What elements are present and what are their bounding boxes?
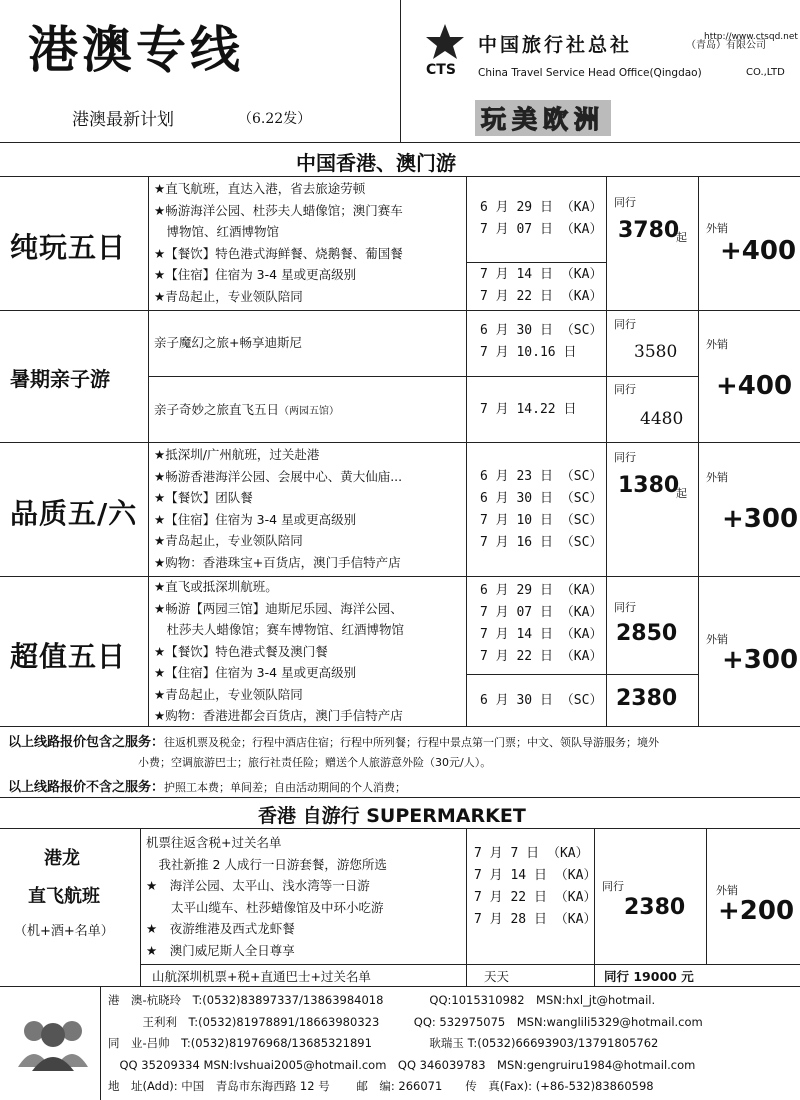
feature-line: ★抵深圳/广州航班，过关赴港 [154, 447, 320, 462]
included-text: 往返机票及税金；行程中酒店住宿；行程中所列餐；行程中景点第一门票；中文、领队导游服务；境外 [164, 736, 660, 749]
retail-label: 外销 [706, 222, 728, 235]
contact-line: 同 业-吕帅 T:(0532)81976968/13685321891 耿瑞玉 T:(0532)66693903/13791805762 [108, 1036, 659, 1050]
contact-line: QQ 35209334 MSN:lvshuai2005@hotmail.com QQ 346039783 MSN:gengruiru1984@hotmail.com [108, 1057, 696, 1072]
feature-line: 博物馆、红酒博物馆 [154, 224, 280, 239]
date-item: 6 月 29 日 （KA） [480, 583, 603, 598]
retail-label: 外销 [706, 633, 728, 646]
route-features [154, 576, 404, 727]
feature-line: ★【餐饮】团队餐 [154, 490, 253, 505]
peer-price: 2850 [616, 621, 678, 646]
feature-line: ★【住宿】住宿为 3-4 星或更高级别 [154, 665, 357, 680]
contact-list [108, 990, 703, 1098]
feature-line: ★畅游香港海洋公园、会展中心、黄大仙庙... [154, 468, 403, 484]
route-sub-desc: 亲子魔幻之旅+畅享迪斯尼 [154, 335, 302, 350]
peer-label: 同行 [614, 196, 636, 209]
date-item: 7 月 14 日 （KA） [480, 267, 603, 282]
retail-markup: +300 [722, 645, 799, 675]
contact-line: 地 址(Add): 中国 青岛市东海西路 12 号 邮 编: 266071 传 真(Fax): (+86-532)83860598 [108, 1079, 654, 1093]
peer-label: 同行 [614, 318, 636, 331]
route-features [154, 444, 402, 573]
date-item: 7 月 16 日 （SC） [480, 535, 603, 550]
retail-markup: +400 [716, 371, 793, 401]
excluded-label: 以上线路报价不含之服务： [8, 780, 165, 795]
included-label: 以上线路报价包含之服务： [8, 735, 165, 750]
free-trip-footer-desc: 山航深圳机票+税+直通巴士+过关名单 [152, 969, 371, 984]
date-item: 6 月 30 日 （SC） [480, 323, 603, 338]
peer-price: 1380 [618, 473, 680, 498]
retail-markup: +400 [720, 236, 797, 266]
retail-markup: +300 [722, 504, 799, 534]
feature-line: ★青岛起止，专业领队陪同 [154, 686, 303, 702]
company-name-en: China Travel Service Head Office(Qingdao) [478, 67, 702, 79]
free-trip-flight: 直飞航班 [28, 886, 100, 907]
company-url[interactable]: http://www.ctsqd.net [704, 32, 798, 42]
feature-line: ★青岛起止，专业领队陪同 [154, 533, 303, 548]
free-trip-footer-price: 同行 19000 元 [604, 969, 694, 984]
feature-line: ★青岛起止，专业领队陪同 [154, 288, 303, 304]
star-logo-icon [425, 22, 465, 64]
feature-line: ★购物：香港进都会百货店，澳门手信特产店 [154, 708, 403, 723]
feature-line: ★直飞航班，直达入港，省去旅途劳顿 [154, 181, 366, 196]
peer-label: 同行 [614, 451, 636, 464]
peer-label: 同行 [614, 601, 636, 614]
departure-dates [480, 690, 602, 712]
company-logo-text: CTS [426, 62, 456, 78]
date-item: 7 月 14 日 （KA） [480, 627, 603, 642]
feature-line: 我社新推 2 人成行一日游套餐，游您所选 [146, 856, 387, 872]
company-name-en-suffix: CO.,LTD [746, 67, 785, 78]
departure-dates [480, 580, 602, 668]
feature-line: 太平山缆车、杜莎蜡像馆及中环小吃游 [146, 899, 384, 915]
feature-line: ★畅游【两园三馆】迪斯尼乐园、海洋公园、 [154, 600, 403, 616]
staff-avatar-icon [14, 1015, 92, 1075]
feature-line: ★直飞或抵深圳航班。 [154, 579, 278, 594]
sub-desc-note: （两园五馆） [279, 406, 340, 417]
price-suffix: 起 [676, 231, 687, 244]
route-sub-desc [154, 399, 339, 423]
feature-line: ★购物：香港珠宝+百货店，澳门手信特产店 [154, 554, 401, 570]
included-services [8, 733, 659, 773]
date-item: 7 月 22 日 （KA） [480, 649, 603, 664]
peer-price: 3580 [634, 342, 678, 362]
company-name-suffix: （青岛）有限公司 [686, 40, 766, 51]
feature-line: ★【住宿】住宿为 3-4 星或更高级别 [154, 267, 357, 282]
date-item: 7 月 07 日 （KA） [480, 605, 603, 620]
feature-line: 杜莎夫人蜡像馆；赛车博物馆、红酒博物馆 [154, 622, 405, 637]
date-item: 7 月 22 日 （KA） [480, 289, 603, 304]
route-name: 暑期亲子游 [10, 367, 110, 391]
date-item: 7 月 10 日 （SC） [480, 513, 603, 528]
date-item: 6 月 30 日 （SC） [480, 491, 603, 506]
contact-line: 王利利 T:(0532)81978891/18663980323 QQ: 532975075 MSN:wanglili5329@hotmail.com [108, 1014, 703, 1029]
contact-line: 港 澳-杭晓玲 T:(0532)83897337/13863984018 QQ:1015310982 MSN:hxl_jt@hotmail. [108, 993, 656, 1007]
included-text-2: 小费；空调旅游巴士；旅行社责任险；赠送个人旅游意外险（30元/人）。 [138, 756, 492, 769]
header [0, 0, 800, 142]
feature-line: ★【餐饮】特色港式海鲜餐、烧鹅餐、葡国餐 [154, 245, 403, 261]
peer-price: 2380 [616, 686, 678, 711]
feature-line: ★【住宿】住宿为 3-4 星或更高级别 [154, 511, 357, 527]
peer-price: 3780 [618, 218, 680, 243]
departure-dates [480, 320, 602, 364]
feature-line: 机票往返含税+过关名单 [146, 835, 282, 850]
route-features [154, 178, 403, 307]
route-name: 品质五/六 [10, 497, 138, 530]
departure-dates [474, 843, 596, 931]
date-item: 7 月 22 日 （KA） [474, 890, 597, 905]
feature-line: ★【餐饮】特色港式餐及澳门餐 [154, 643, 328, 659]
route-name: 超值五日 [10, 640, 127, 673]
retail-label: 外销 [706, 338, 728, 351]
free-trip-footer-date: 天天 [484, 969, 510, 984]
date-item: 6 月 29 日 （KA） [480, 200, 603, 215]
page-title: 港澳专线 [28, 21, 244, 79]
issue-date: （6.22发） [238, 111, 312, 127]
peer-label: 同行 [602, 880, 624, 893]
feature-line: ★ 澳门威尼斯人全日尊享 [146, 942, 295, 958]
free-trip-features [146, 832, 387, 961]
date-item: 6 月 30 日 （SC） [480, 693, 603, 708]
departure-dates [480, 466, 602, 554]
date-item: 7 月 28 日 （KA） [474, 912, 597, 927]
feature-line: ★ 夜游维港及西式龙虾餐 [146, 921, 295, 936]
retail-markup: +200 [718, 896, 795, 926]
free-trip-airline: 港龙 [44, 848, 80, 869]
date-item: 7 月 7 日 （KA） [474, 846, 589, 861]
peer-price: 4480 [640, 409, 684, 429]
slogan-banner: 玩美欧洲 [475, 100, 611, 136]
peer-label: 同行 [614, 383, 636, 396]
date-item: 7 月 14 日 （KA） [474, 868, 597, 883]
retail-label: 外销 [706, 471, 728, 484]
date-item: 7 月 10.16 日 [480, 345, 577, 360]
free-trip-note: （机+酒+名单） [14, 924, 114, 939]
section-title-hk-macau: 中国香港、澳门游 [296, 151, 456, 175]
peer-price: 2380 [624, 895, 686, 920]
excluded-text: 护照工本费；单间差；自由活动期间的个人消费； [164, 781, 407, 794]
retail-label: 外销 [716, 884, 738, 897]
feature-line: ★畅游海洋公园、杜莎夫人蜡像馆；澳门赛车 [154, 202, 403, 218]
departure-dates [480, 399, 576, 421]
date-item: 7 月 07 日 （KA） [480, 222, 603, 237]
departure-dates [480, 264, 602, 308]
date-item: 6 月 23 日 （SC） [480, 469, 603, 484]
section-title-free-trip: 香港 自游行 SUPERMARKET [258, 805, 526, 827]
price-suffix: 起 [676, 487, 687, 500]
page-subtitle: 港澳最新计划 [72, 110, 174, 130]
date-item: 7 月 14.22 日 [480, 402, 577, 417]
feature-line: ★ 海洋公园、太平山、浅水湾等一日游 [146, 878, 370, 893]
departure-dates [480, 197, 602, 241]
route-name: 纯玩五日 [10, 231, 127, 264]
company-name-cn: 中国旅行社总社 [478, 34, 633, 56]
sub-desc-text: 亲子奇妙之旅直飞五日 [154, 402, 280, 417]
excluded-services [8, 776, 406, 795]
